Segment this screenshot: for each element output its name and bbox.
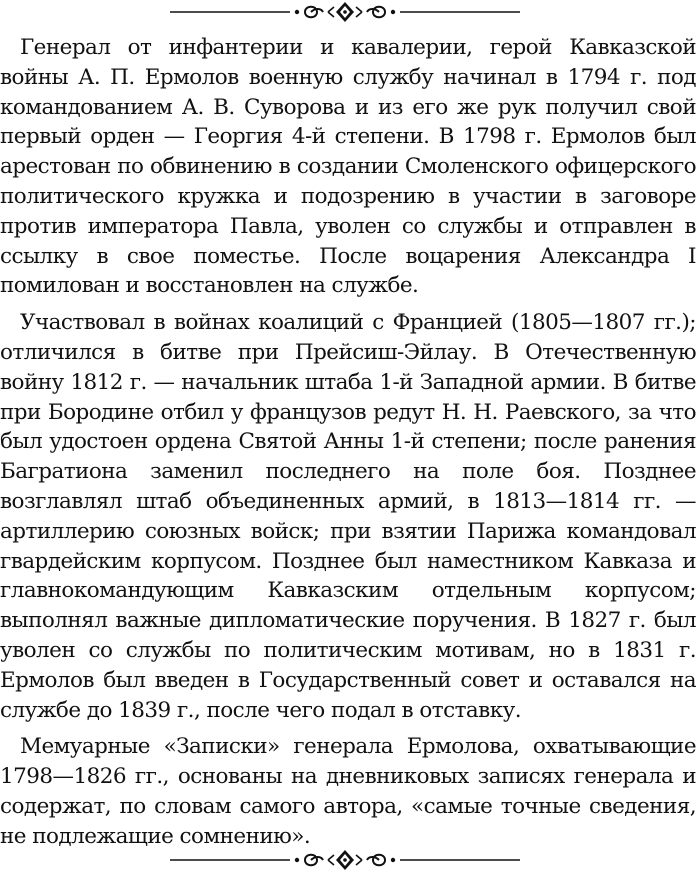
paragraph-3: Мемуарные «Записки» генерала Ермолова, охватывающие 1798—1826 гг., основаны на дневниковых записях генерала и содержат, по словам самого автора, «самые точные сведения, не подлежащие сомнению». <box>0 734 696 849</box>
bottom-ornament <box>0 846 696 874</box>
paragraph-2: Участвовал в войнах коалиций с Францией (1805—1807 гг.); отличился в битве при Прейсиш-Эйлау. В Отечественную войну 1812 г. — начальник штаба 1-й Западной армии. В битве при Бородине отбил у французов редут Н. Н. Раевского, за что был удостоен ордена Святой Анны 1-й степени; после ранения Багратиона заменил последнего на поле боя. Позднее возглавлял штаб объединенных армий, в 1813—1814 гг. — артиллерию союзных войск; при взятии Парижа командовал гвардейским корпусом. Позднее был наместником Кавказа и главнокомандующим Кавказским отдельным корпусом; выполнял важные дипломатические поручения. В 1827 г. был уволен со службы по политическим мотивам, но в 1831 г. Ермолов был введен в Государственный совет и оставался на службе до 1839 г., после чего подал в отставку. <box>0 310 696 723</box>
article-body <box>0 33 696 859</box>
top-ornament <box>0 0 696 28</box>
paragraph-1: Генерал от инфантерии и кавалерии, герой Кавказской войны А. П. Ермолов военную службу начинал в 1794 г. под командованием А. В. Суворова и из его же рук получил свой первый орден — Георгия 4-й степени. В 1798 г. Ермолов был арестован по обвинению в создании Смоленского офицерского политического кружка и подозрению в участии в заговоре против императора Павла, уволен со службы и отправлен в ссылку в свое поместье. После воцарения Александра I помилован и восстановлен на службе. <box>0 35 696 299</box>
fleuron-icon <box>0 0 696 28</box>
fleuron-icon <box>0 846 696 874</box>
